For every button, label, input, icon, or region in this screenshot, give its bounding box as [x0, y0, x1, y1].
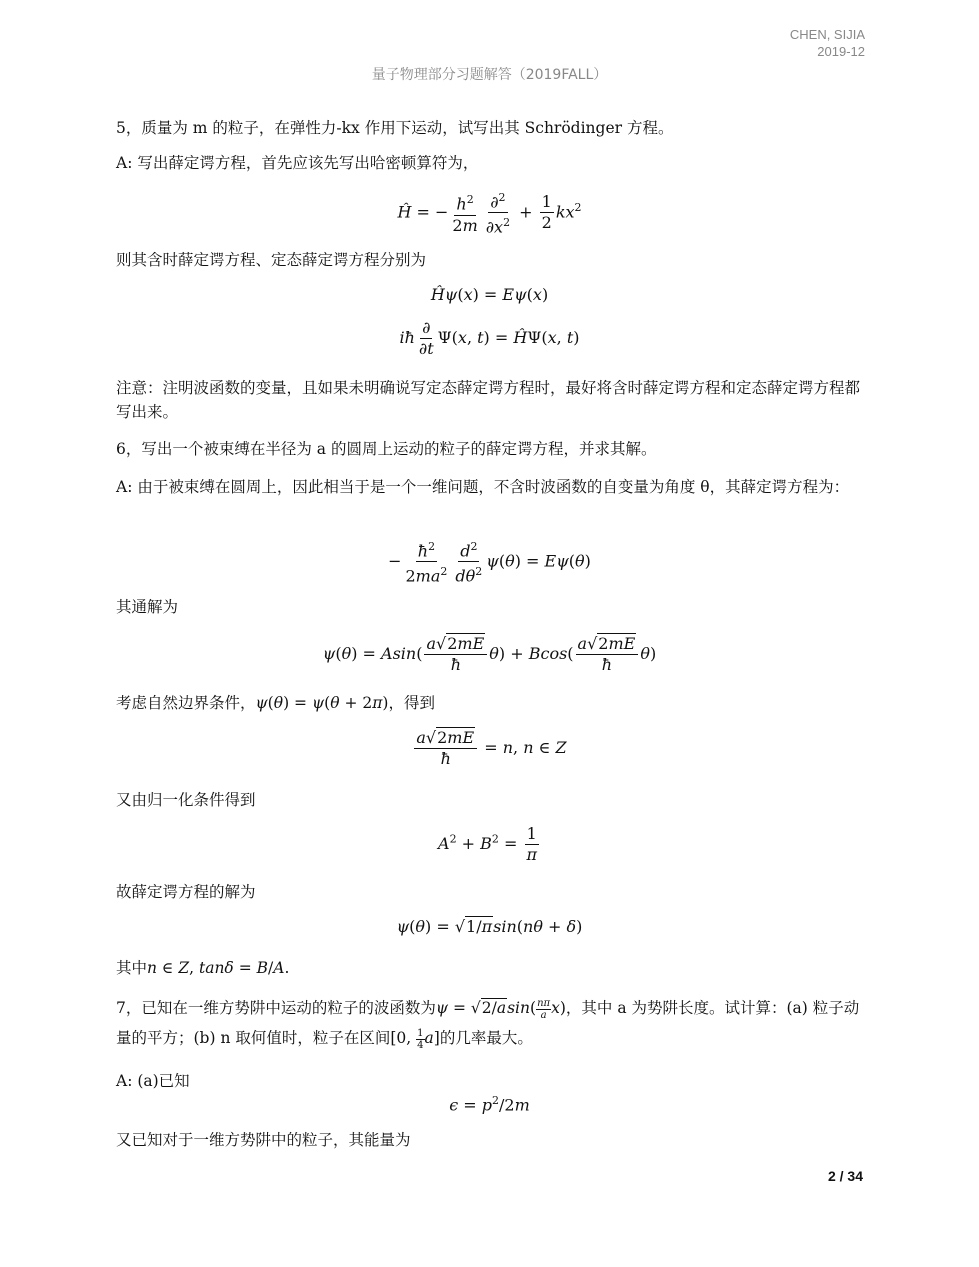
q7-question: 7，已知在一维方势阱中运动的粒子的波函数为ψ = √2/asin( $\frac{n\pi}{a}$ x)，其中 a 为势阱长度。试计算：(a) 粒子动量的平方；(b) n 取何值时，粒子在区间[0, $\frac{1}{4}$ a]的几率最大。	[116, 997, 860, 1051]
boundary-suffix: ，得到	[388, 694, 435, 712]
author: CHEN, SIJIA	[789, 27, 865, 42]
q5-note: 注意：注明波函数的变量，且如果未明确说写定态薛定谔方程时，最好将含时薛定谔方程和定态薛定谔方程都写出来。	[116, 379, 861, 421]
ring-schrodinger-equation: − $\frac{ħ^2}{2ma^2}$ $\frac{d^2}{d\theta^2}$ ψ(θ) = Eψ(θ)	[0, 537, 979, 587]
quantization-equation: $\frac{a√2mE}{ħ}$ = n, n ∈ Z	[416, 728, 567, 768]
stationary-schrodinger-equation: Ĥψ(x) = Eψ(x)	[430, 285, 549, 304]
where-prefix: 其中	[116, 959, 148, 977]
q7-energy-text: 又已知对于一维方势阱中的粒子，其能量为	[116, 1131, 411, 1149]
q6-where-line: 其中n ∈ Z, tanδ = B/A.	[116, 959, 290, 977]
kinetic-energy-equation: $\epsilon = p^2/2m$	[449, 1094, 530, 1115]
q5-then-text: 则其含时薛定谔方程、定态薛定谔方程分别为	[116, 251, 427, 269]
q5-question: 5，质量为 m 的粒子，在弹性力-kx 作用下运动，试写出其 Schrödinger 方程。	[116, 119, 674, 137]
time-dependent-schrodinger-equation: iħ $\frac{\partial}{\partial t}$ Ψ(x, t) = ĤΨ(x, t)	[399, 318, 580, 358]
header-meta	[790, 26, 865, 60]
document-title: 量子物理部分习题解答（2019FALL）	[371, 67, 608, 83]
hamiltonian-equation: Ĥ = − $\frac{h^2}{2m}$ $\frac{\partial^2}{\partial x^2}$ + $\frac{1}{2}$ $kx^2$	[0, 188, 979, 238]
q6-solution-text: 故薛定谔方程的解为	[116, 883, 256, 901]
page-number: 2 / 34	[827, 1168, 863, 1184]
q6-general-solution-text: 其通解为	[116, 598, 179, 616]
normalization-equation: $A^2 + B^2$ = $\frac{1}{\pi}$	[438, 824, 537, 864]
q6-normalization-text: 又由归一化条件得到	[116, 791, 256, 809]
date: 2019-12	[817, 44, 865, 59]
q6-answer-intro: A: 由于被束缚在圆周上，因此相当于是一个一维问题，不含时波函数的自变量为角度 θ，其薛定谔方程为：	[116, 478, 850, 496]
boundary-prefix: 考虑自然边界条件，	[116, 694, 256, 712]
general-solution-equation: ψ(θ) = Asin( $\frac{a√2mE}{ħ}$ θ) + Bcos( $\frac{a√2mE}{ħ}$ θ)	[322, 634, 657, 674]
final-solution-equation: ψ(θ) = √1/πsin(nθ + δ)	[396, 917, 583, 936]
q6-boundary-line: 考虑自然边界条件，ψ(θ) = ψ(θ + 2π)，得到	[116, 694, 435, 712]
q7-part1: 7，已知在一维方势阱中运动的粒子的波函数为	[116, 999, 436, 1017]
q6-question: 6，写出一个被束缚在半径为 a 的圆周上运动的粒子的薛定谔方程，并求其解。	[116, 440, 657, 458]
q5-answer-intro: A: 写出薛定谔方程，首先应该先写出哈密顿算符为，	[116, 154, 479, 172]
q7-answer-intro: A: (a)已知	[116, 1072, 190, 1090]
q7-part2: ，其中 a 为势阱长度。试计算：(a) 粒子动量的平方；(b) n 取何值时，粒子在区间	[116, 999, 860, 1047]
q7-part3: 的几率最大。	[439, 1029, 533, 1047]
